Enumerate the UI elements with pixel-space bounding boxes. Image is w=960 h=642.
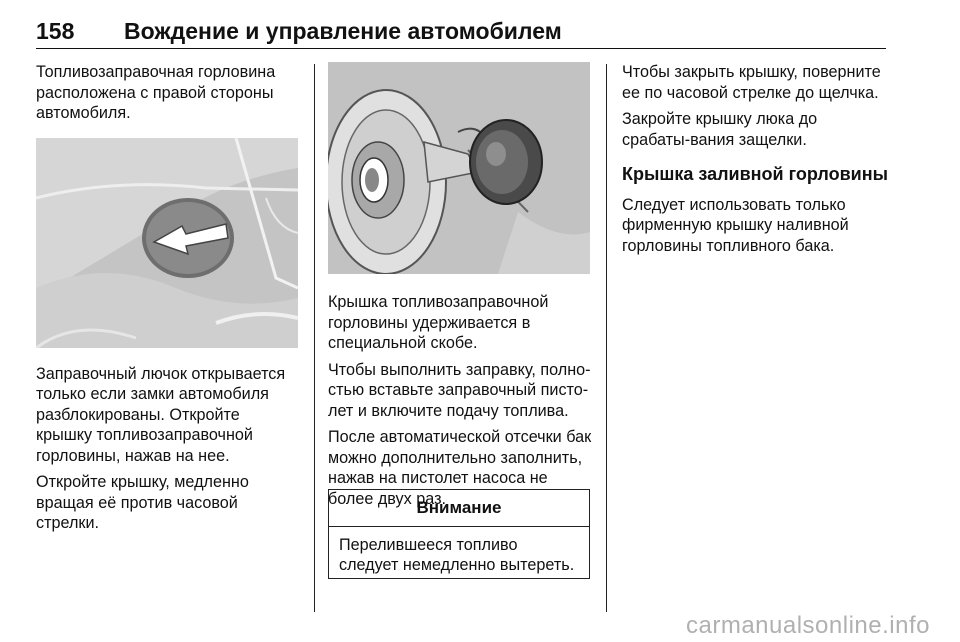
paragraph-auto-cutoff: После автоматической отсечки бак можно дополнительно заполнить, нажав на пистолет насоса не более двух раз.	[328, 428, 592, 508]
column-divider-1	[314, 64, 315, 612]
column-2	[328, 62, 592, 515]
car-side-fuel-flap-image	[36, 138, 298, 348]
paragraph-genuine-cap: Следует использовать только фирменную крышку наливной горловины топливного бака.	[622, 195, 849, 255]
paragraph-fuel-location: Топливозаправочная горловина расположена с правой стороны автомобиля.	[36, 63, 276, 122]
warning-box	[328, 489, 590, 579]
fuel-cap-illustration	[328, 62, 590, 274]
section-heading-filler-cap: Крышка заливной горловины	[622, 164, 888, 184]
paragraph-cap-holder: Крышка топливозаправочной горловины удерживается в специальной скобе.	[328, 293, 549, 352]
column-1	[36, 62, 300, 540]
page-number: 158	[36, 18, 75, 44]
warning-title: Внимание	[329, 490, 589, 527]
fuel-cap-bracket-image	[328, 62, 590, 274]
fuel-flap-illustration	[36, 138, 298, 348]
watermark: carmanualsonline.info	[686, 612, 930, 639]
column-3	[622, 62, 888, 262]
paragraph-close-cap: Чтобы закрыть крышку, поверните ее по часовой стрелке до щелчка.	[622, 63, 881, 102]
paragraph-close-flap: Закройте крышку люка до срабаты-вания защелки.	[622, 110, 818, 149]
page-header	[36, 14, 886, 49]
section-title: Вождение и управление автомобилем	[124, 18, 562, 44]
paragraph-refuel: Чтобы выполнить заправку, полно-стью вставьте заправочный писто-лет и включите подачу топлива.	[328, 360, 591, 420]
paragraph-flap-unlock: Заправочный лючок открывается только если замки автомобиля разблокированы. Откройте крышку топливозаправочной горловины, нажав на нее.	[36, 364, 286, 465]
column-divider-2	[606, 64, 607, 612]
warning-text: Перелившееся топливо следует немедленно вытереть.	[339, 536, 575, 574]
paragraph-open-cap: Откройте крышку, медленно вращая её против часовой стрелки.	[36, 473, 249, 532]
